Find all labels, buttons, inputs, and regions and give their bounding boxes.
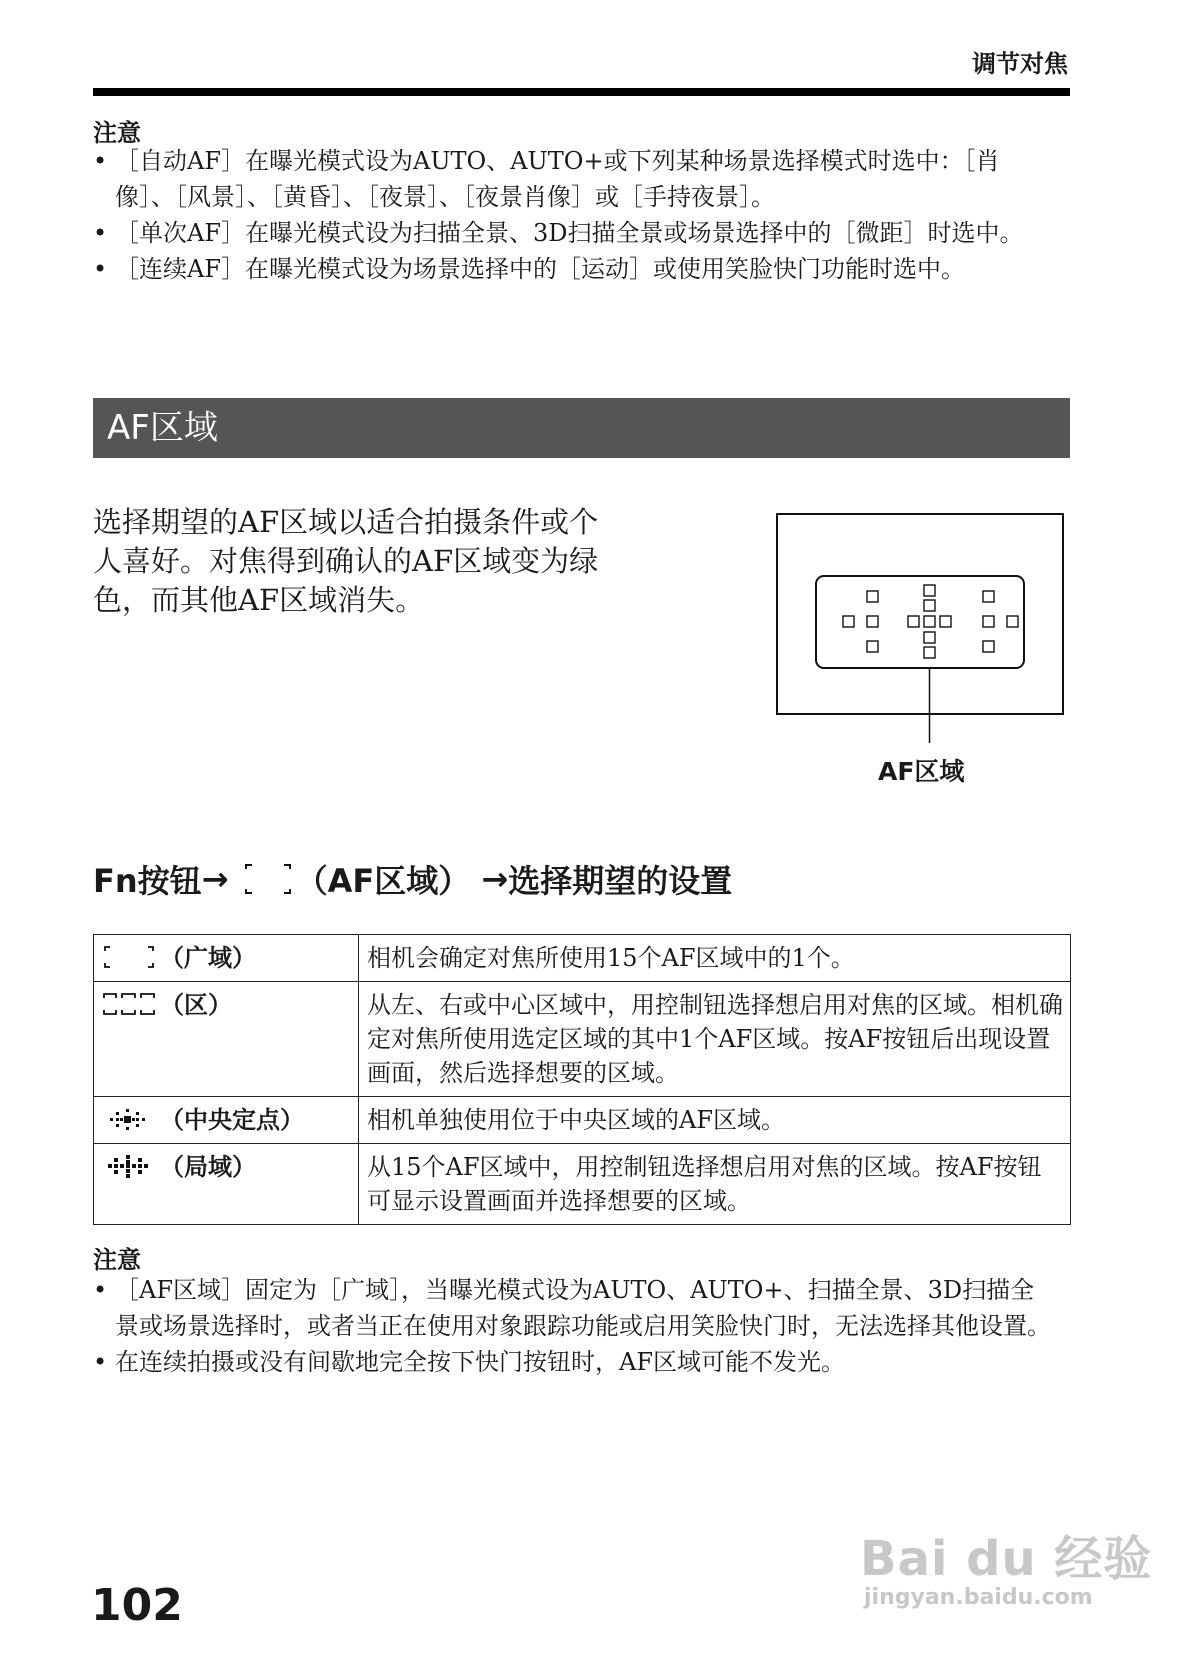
fn-button-label: Fn按钮 — [93, 862, 202, 900]
table-row — [94, 935, 1071, 982]
local-area-icon — [102, 1153, 156, 1179]
af-area-label: （AF区域） — [295, 862, 471, 900]
setting-description: 从左、右或中心区域中，用控制钮选择想启用对焦的区域。相机确定对焦所使用选定区域的其中1个AF区域。按AF按钮后出现设置画面，然后选择想要的区域。 — [359, 982, 1071, 1097]
setting-name: （区） — [94, 982, 359, 1097]
note-list — [93, 143, 1053, 287]
setting-name: （广域） — [94, 935, 359, 982]
setting-description: 相机会确定对焦所使用15个AF区域中的1个。 — [359, 935, 1071, 982]
viewfinder-frame — [777, 514, 1063, 714]
af-area-icon — [240, 861, 296, 897]
setting-name: （局域） — [94, 1144, 359, 1225]
wide-area-icon — [102, 944, 156, 970]
af-area-settings-table — [93, 934, 1071, 1225]
setting-name: （中央定点） — [94, 1097, 359, 1144]
note-item: • ［自动AF］在曝光模式设为AUTO、AUTO+或下列某种场景选择模式时选中：［肖像］、［风景］、［黄昏］、［夜景］、［夜景肖像］或［手持夜景］。 — [93, 143, 1053, 215]
intro-paragraph: 选择期望的AF区域以适合拍摄条件或个人喜好。对焦得到确认的AF区域变为绿色，而其他AF区域消失。 — [93, 505, 599, 617]
setting-description: 相机单独使用位于中央区域的AF区域。 — [359, 1097, 1071, 1144]
note-list — [93, 1272, 1058, 1380]
note-item: • ［AF区域］固定为［广域］，当曝光模式设为AUTO、AUTO+、扫描全景、3D扫描全景或场景选择时，或者当正在使用对象跟踪功能或启用笑脸快门时，无法选择其他设置。 — [93, 1272, 1058, 1344]
table-row — [94, 1097, 1071, 1144]
diagram-caption: AF区域 — [878, 757, 965, 786]
watermark-url: jingyan.baidu.com — [864, 1585, 1093, 1610]
zone-icon — [102, 991, 156, 1017]
setting-description: 从15个AF区域中，用控制钮选择想启用对焦的区域。按AF按钮可显示设置画面并选择想要的区域。 — [359, 1144, 1071, 1225]
af-points — [843, 585, 1018, 658]
header-rule — [93, 88, 1070, 96]
running-header: 调节对焦 — [972, 50, 1068, 78]
section-heading: AF区域 — [93, 398, 1070, 458]
note-item: • 在连续拍摄或没有间歇地完全按下快门按钮时，AF区域可能不发光。 — [93, 1344, 1058, 1380]
note-item: • ［连续AF］在曝光模式设为场景选择中的［运动］或使用笑脸快门功能时选中。 — [93, 251, 1053, 287]
viewfinder-diagram — [776, 513, 1064, 753]
center-spot-icon — [102, 1106, 156, 1132]
af-area-boundary — [816, 576, 1024, 668]
arrow: → — [481, 860, 509, 898]
note-label: 注意 — [93, 1246, 141, 1274]
arrow: → — [201, 860, 229, 898]
table-row — [94, 982, 1071, 1097]
table-row — [94, 1144, 1071, 1225]
note-item: • ［单次AF］在曝光模式设为扫描全景、3D扫描全景或场景选择中的［微距］时选中。 — [93, 215, 1053, 251]
watermark-logo: Bai du 经验 — [860, 1531, 1153, 1587]
watermark — [860, 1520, 1152, 1610]
note-label: 注意 — [93, 119, 141, 147]
select-setting-label: 选择期望的设置 — [508, 862, 733, 900]
menu-path-heading — [93, 856, 732, 902]
page-number: 102 — [91, 1580, 183, 1631]
